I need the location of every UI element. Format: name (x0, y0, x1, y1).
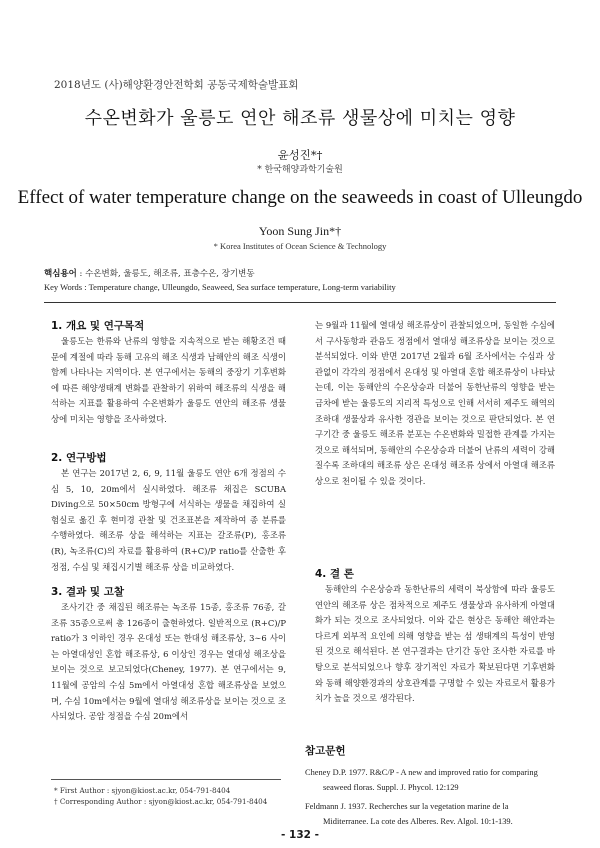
section-heading-results: 3. 결과 및 고찰 (51, 586, 124, 598)
right-column (315, 318, 555, 490)
references-heading: 참고문헌 (305, 745, 346, 757)
footnote-first-author: * First Author : sjyon@kiost.ac.kr, 054-791-8404 (54, 786, 231, 795)
conclusion-paragraph: 동해안의 수온상승과 동한난류의 세력이 북상함에 따라 울릉도 연안의 해조류 상은 점차적으로 제주도 생물상과 유사하게 아열대화가 되는 것으로 조사되었다. 이와 같은 현상은 동해안 해안과는 다르게 외부적 요인에 의해 영향을 받는 섬 생태계의 특성이 반영된 것으로 해석된다. 본 연구결과는 단기간 동안 조사한 자료를 바탕으로 분석되었으나 향후 장기적인 자료가 확보된다면 기후변화와 동해 해양환경과의 상호관계를 구명할 수 있는 자료로서 활용가치가 높을 것으로 생각된다. (315, 584, 555, 704)
paper-title-korean: 수온변화가 울릉도 연안 해조류 생물상에 미치는 영향 (84, 108, 516, 129)
footnote-corresponding-author: † Corresponding Author : sjyon@kiost.ac.kr, 054-791-8404 (54, 797, 268, 806)
keywords-korean (44, 267, 255, 279)
affiliation-korean: * 한국해양과학기술원 (257, 165, 343, 175)
intro-paragraph: 울릉도는 한류와 난류의 영향을 지속적으로 받는 해황조건 때문에 계절에 따라 동해 고유의 해조 식생과 남해안의 해조 식생이 함께 나타나는 지역이다. 본 연구에서는 동해의 중장기 기후변화에 따른 해양생태계 변화를 관찰하기 위하여 해조류의 식생을 해석하는 지표를 활용하여 수온변화가 울릉도 연안의 해조류 생물상에 미치는 영향을 조사하였다. (51, 336, 286, 424)
page-number: - 132 - (281, 829, 319, 841)
results-section (51, 584, 286, 725)
author-korean: 윤성진*† (277, 148, 323, 162)
affiliation-english: * Korea Institutes of Ocean Science & Technology (213, 241, 387, 251)
keywords-english (44, 282, 396, 292)
paper-title-english: Effect of water temperature change on the seaweeds in coast of Ulleungdo (17, 187, 583, 208)
keywords-english-text: : Temperature change, Ulleungdo, Seaweed, Sea surface temperature, Long-term variability (82, 282, 396, 292)
references-section (305, 744, 555, 833)
keywords-english-label: Key Words (44, 282, 83, 292)
conference-name: 2018년도 (사)해양환경안전학회 공동국제학술발표회 (54, 79, 299, 91)
keywords-korean-label: 핵심용어 (44, 269, 77, 279)
footnote-divider (51, 779, 281, 780)
method-paragraph: 본 연구는 2017년 2, 6, 9, 11월 울릉도 연안 6개 정점의 수심 5, 10, 20m에서 실시하였다. 해조류 채집은 SCUBA Diving으로 50×50cm 방형구에 서식하는 생물을 채집하여 실험실로 옮긴 후 현미경 관찰 및 건조표본을 제작하여 종 분류를 수행하였다. 해조류 상을 해석하는 지표는 갈조류(P), 홍조류(R), 녹조류(C)의 자료를 활용하여 (R+C)/P ratio를 산출한 후 정점, 수심 및 채집시기별 해조류 상을 비교하였다. (51, 468, 286, 572)
section-heading-intro: 1. 개요 및 연구목적 (51, 320, 145, 332)
reference-item: Cheney D.P. 1977. R&C/P - A new and improved ratio for comparing seaweed floras. Suppl. J. Phycol. 12:129 (305, 768, 538, 792)
header-divider (44, 302, 556, 303)
left-column (51, 318, 286, 428)
reference-item: Feldmann J. 1937. Recherches sur la vegetation marine de la Miditerranee. La cote des Alberes. Rev. Algol. 10:1-139. (305, 802, 513, 826)
conclusion-section (315, 566, 555, 707)
keywords-korean-text: : 수온변화, 울릉도, 해조류, 표층수온, 장기변동 (76, 269, 255, 279)
section-heading-method: 2. 연구방법 (51, 452, 107, 464)
method-section (51, 450, 286, 575)
author-english: Yoon Sung Jin*† (258, 224, 342, 238)
results-paragraph-2: 는 9월과 11월에 열대성 해조류상이 관찰되었으며, 동일한 수심에서 구사동항과 관음도 정점에서 열대성 해조류상을 보이는 것으로 분석되었다. 이와 반면 2017년 2월과 6월 조사에서는 수심과 상관없이 각각의 정점에서 온대성 및 아열대 혼합 해조류상이 나타났는데, 이는 동해안의 수온상승과 더불어 동한난류의 영향을 받는 금차에 받는 울릉도의 지리적 특성으로 인해 서서히 제주도 해역의 조하대 생물상과 유사한 경관을 보이는 것으로 판단되었다. 본 연구기간 중 울릉도 해조류 분포는 수온변화와 밀접한 관계를 가지는 것으로 해석되며, 동해안의 수온상승과 더불어 난류의 세력이 강해질수록 조하대의 해조류 상은 온대성 해조류 상에서 아열대 해조류상으로 천이될 수 있을 것이다. (315, 320, 555, 486)
section-heading-conclusion: 4. 결 론 (315, 568, 354, 580)
results-paragraph-1: 조사기간 중 채집된 해조류는 녹조류 15종, 홍조류 76종, 갈조류 35종으로써 총 126종이 출현하였다. 일반적으로 (R+C)/P ratio가 3 이하인 경우 온대성 또는 한대성 해조류상, 3∼6 사이는 아열대성인 혼합 해조류상, 6 이상인 경우는 열대성 해조상을 보이는 것으로 보고되었다(Cheney, 1977). 본 연구에서는 9, 11월에 공암의 수심 5m에서 아열대성 혼합 해조류상을 보였으며, 수심 10m에서는 9월에 열대성 해조류상을 보이는 것으로 조사되었다. 공암 정점을 수심 20m에서 (51, 602, 286, 722)
